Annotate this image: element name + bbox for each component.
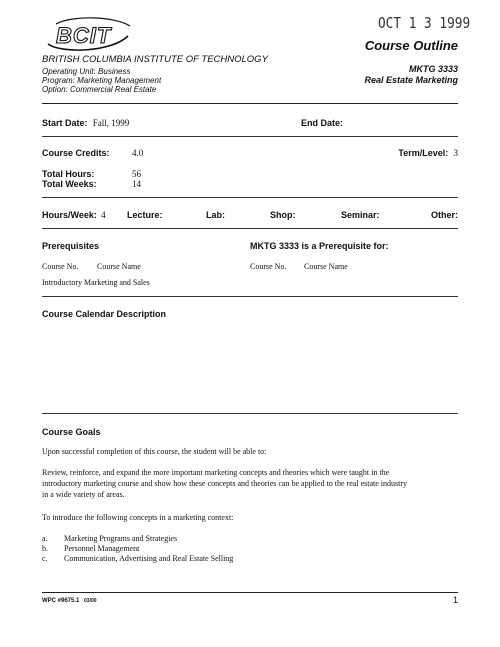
list-text: Personnel Management bbox=[64, 544, 140, 553]
total-weeks-value: 14 bbox=[132, 179, 141, 189]
list-text: Marketing Programs and Strategies bbox=[64, 534, 178, 543]
goals-paragraph-line: Review, reinforce, and expand the more important marketing concepts and theories which were taught in the bbox=[42, 468, 390, 477]
goals-concepts-intro: To introduce the following concepts in a marketing context: bbox=[42, 513, 234, 522]
footer-date: 03/00 bbox=[84, 598, 97, 604]
term-level-label: Term/Level: bbox=[398, 148, 449, 158]
footer-divider bbox=[42, 592, 458, 593]
list-marker: b. bbox=[42, 544, 48, 553]
total-weeks-label: Total Weeks: bbox=[42, 179, 97, 189]
prereq-for-col-course-no: Course No. bbox=[250, 262, 287, 271]
received-date-stamp: OCT 1 3 1999 bbox=[378, 14, 471, 32]
operating-unit: Operating Unit: Business bbox=[42, 67, 131, 76]
program: Program: Marketing Management bbox=[42, 76, 162, 85]
institution-name: BRITISH COLUMBIA INSTITUTE OF TECHNOLOGY bbox=[42, 54, 268, 65]
lecture-label: Lecture: bbox=[127, 210, 163, 220]
bcit-logo bbox=[42, 16, 134, 52]
hours-per-week bbox=[42, 210, 106, 220]
goals-list-item bbox=[42, 534, 177, 543]
footer-code: WPC #9675.1 bbox=[42, 598, 80, 604]
prereq-for-col-course-name: Course Name bbox=[304, 262, 348, 271]
list-text: Communication, Advertising and Real Estate Selling bbox=[64, 554, 234, 563]
end-date-label: End Date: bbox=[301, 118, 344, 128]
course-calendar-description-heading: Course Calendar Description bbox=[42, 309, 167, 319]
seminar-label: Seminar: bbox=[341, 210, 380, 220]
other-label: Other: bbox=[431, 210, 458, 220]
term-level-value: 3 bbox=[453, 148, 458, 158]
divider bbox=[42, 103, 458, 104]
start-date-label: Start Date: bbox=[42, 118, 88, 128]
course-goals-heading: Course Goals bbox=[42, 427, 101, 437]
divider bbox=[42, 296, 458, 297]
goals-paragraph-line: introductory marketing course and show how these concepts and theories can be applied to the real estate industry bbox=[42, 479, 407, 488]
course-title: Real Estate Marketing bbox=[364, 75, 458, 85]
shop-label: Shop: bbox=[270, 210, 296, 220]
prereq-col-course-no: Course No. bbox=[42, 262, 79, 271]
prerequisite-item: Introductory Marketing and Sales bbox=[42, 278, 150, 287]
hours-per-week-value: 4 bbox=[101, 210, 106, 220]
term-level bbox=[398, 148, 458, 158]
list-marker: a. bbox=[42, 534, 48, 543]
total-hours-label: Total Hours: bbox=[42, 169, 95, 179]
divider bbox=[42, 413, 458, 414]
svg-text:BCIT: BCIT bbox=[56, 23, 112, 48]
divider bbox=[42, 136, 458, 137]
prerequisites-heading: Prerequisites bbox=[42, 241, 100, 251]
goals-list-item bbox=[42, 544, 139, 553]
option: Option: Commercial Real Estate bbox=[42, 85, 157, 94]
goals-intro: Upon successful completion of this course, the student will be able to: bbox=[42, 447, 267, 456]
divider bbox=[42, 197, 458, 198]
footer-form-code bbox=[42, 598, 97, 604]
page-number: 1 bbox=[452, 595, 458, 605]
divider bbox=[42, 228, 458, 229]
goals-list-item bbox=[42, 554, 233, 563]
document-type-title: Course Outline bbox=[364, 38, 458, 53]
list-marker: c. bbox=[42, 554, 48, 563]
lab-label: Lab: bbox=[206, 210, 225, 220]
start-date-value: Fall, 1999 bbox=[92, 118, 130, 128]
is-prerequisite-for-heading: MKTG 3333 is a Prerequisite for: bbox=[250, 241, 389, 251]
goals-paragraph-line: in a wide variety of areas. bbox=[42, 490, 125, 499]
bcit-logo-graphic bbox=[42, 16, 134, 52]
course-credits-label: Course Credits: bbox=[42, 148, 110, 158]
start-date bbox=[42, 118, 129, 128]
prereq-col-course-name: Course Name bbox=[97, 262, 141, 271]
course-credits-value: 4.0 bbox=[132, 148, 144, 158]
total-hours-value: 56 bbox=[132, 169, 141, 179]
course-code: MKTG 3333 bbox=[408, 64, 458, 74]
hours-per-week-label: Hours/Week: bbox=[42, 210, 97, 220]
